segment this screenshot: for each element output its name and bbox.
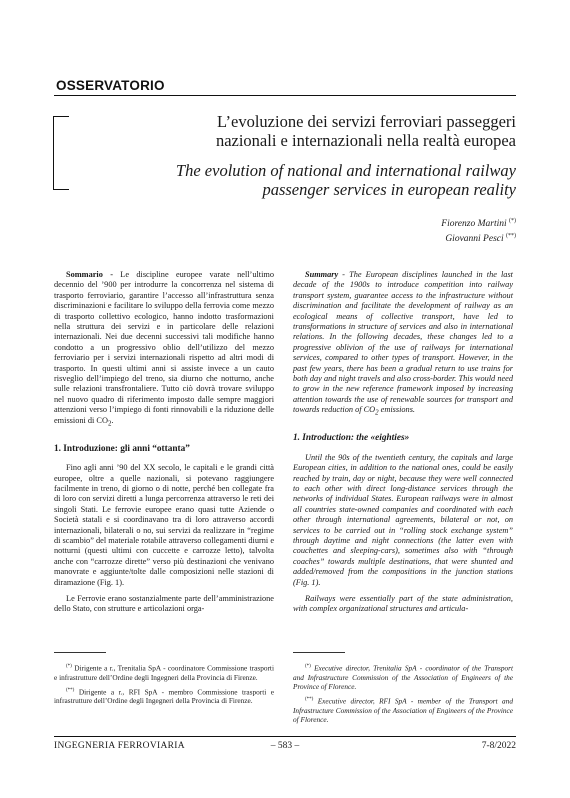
footnote-mark: (**) xyxy=(305,697,314,703)
footnote-rule xyxy=(293,652,345,653)
author-mark: (**) xyxy=(506,232,516,239)
author-2 xyxy=(441,231,516,246)
title-english xyxy=(126,161,516,199)
footnote-mark: (*) xyxy=(305,664,311,669)
italian-column xyxy=(54,270,274,615)
footnote xyxy=(293,695,513,724)
footnote-text: Executive director, RFI SpA - member of the Transport and Infrastructure Commission of the Association of Engineers of the Province of Florence. xyxy=(293,696,513,724)
footnotes-english xyxy=(293,662,513,728)
summary-text: Le discipline europee varate nell’ultimo decennio del ’900 per introdurre la concorrenza nel sistema di trasporto ferroviario, garantire l’accesso all’infrastruttura senza discriminazioni e facilitare lo sviluppo della ferrovia come mezzo di trasporto collettivo ecologico, hanno indotto trasformazioni nella struttura dei servizi e in particolare delle relazioni internazionali. Nei due decenni successivi tali modifiche hanno condotto a un progressivo oblio dell’utilizzo del mezzo ferroviario per i servizi internazionali rispetto ad altri modi di trasporto. In questi ultimi anni si assiste invece a un cauto risveglio dell’impiego del treno, sia diurno che notturno, anche sulle relazioni transfrontaliere. Tutto ciò dovrà trovare sviluppo nel nuovo quadro di riferimento imposto dalle sempre maggiori attenzioni verso l’impiego di fonti rinnovabili e la riduzione delle emissioni di CO xyxy=(54,270,274,425)
summary-italian xyxy=(54,270,274,430)
summary-english xyxy=(293,270,513,419)
footnote xyxy=(293,662,513,691)
footnote xyxy=(54,686,274,706)
title-english-line2: passenger services in european reality xyxy=(262,180,516,199)
english-column xyxy=(293,270,513,615)
author-name: Fiorenzo Martini xyxy=(441,219,507,230)
paragraph: Fino agli anni ’90 del XX secolo, le capitali e le grandi città europee, oltre a quelle nazionali, si potevano raggiungere facilmente in treno, di giorno o di notte, perché ben collegate fra di loro con servizi diretti a lunga percorrenza attraverso le reti dei singoli Stati. Le ferrovie europee erano quasi tutte Aziende o Società statali e si coordinavano tra di loro attraverso accordi internazionali, bilaterali o no, sui servizi da realizzare in “regime di scambio” del materiale rotabile attraverso collegamenti diurni e notturni (questi ultimi con cuccette e carrozze letto), talvolta anche con “carrozze dirette” verso più destinazioni che venivano manovrate e aggiunte/tolte dalle composizioni nelle stazioni di diramazione (Fig. 1). xyxy=(54,463,274,587)
author-1 xyxy=(441,216,516,231)
footnote-text: Executive director, Trenitalia SpA - coordinator of the Transport and Infrastructure Commission of the Association of Engineers of the Province of Florence. xyxy=(293,663,513,691)
authors xyxy=(441,216,516,245)
subscript: 2 xyxy=(375,409,379,417)
issue-number: 7-8/2022 xyxy=(481,741,516,751)
footnote xyxy=(54,662,274,682)
summary-head: Sommario - xyxy=(66,270,113,279)
title-italian-line1: L’evoluzione dei servizi ferroviari passeggeri xyxy=(216,112,516,131)
article-title xyxy=(126,112,516,199)
footnote-text: Dirigente a r., RFI SpA - membro Commissione trasporti e infrastrutture dell’Ordine degli Ingegneri della Provincia di Firenze. xyxy=(54,687,274,706)
section-label: OSSERVATORIO xyxy=(56,78,165,93)
footnote-mark: (*) xyxy=(66,664,72,669)
author-mark: (*) xyxy=(509,218,516,224)
footnote-text: Dirigente a r., Trenitalia SpA - coordinatore Commissione trasporti e infrastrutture dell’Ordine degli Ingegneri della Provincia di Firenze. xyxy=(54,663,274,682)
page-number: – 583 – xyxy=(270,741,300,751)
journal-name: INGEGNERIA FERROVIARIA xyxy=(54,741,185,751)
footnotes-italian xyxy=(54,662,274,710)
paragraph: Le Ferrovie erano sostanzialmente parte dell’amministrazione dello Stato, con strutture e articolazioni orga- xyxy=(54,594,274,614)
summary-end: . xyxy=(111,415,114,425)
summary-text: The European disciplines launched in the last decade of the 1900s to introduce competition into railway transport system, guarantee access to the infrastructure without discrimination and facilitate the development of railway as an ecological means of collective transport, have led to transformations in structure of services and also in international relations. In the following decades, these changes led to a progressive oblivion of the use of railways for international services, compared to other types of transport. However, in the past few years, there has been a gradual return to use trains for both day and night travels and also cross-border. This would need to grow in the new reference framework imposed by increasing attention towards the use of renewable sources for transport and towards reduction of CO xyxy=(293,270,513,415)
summary-head: Summary - xyxy=(305,270,346,279)
footnote-mark: (**) xyxy=(66,687,75,693)
author-name: Giovanni Pesci xyxy=(445,233,504,244)
subscript: 2 xyxy=(107,420,112,428)
title-english-line1: The evolution of national and international railway xyxy=(175,161,516,180)
title-bracket xyxy=(53,116,69,190)
summary-end: emissions. xyxy=(378,405,416,415)
paragraph: Until the 90s of the twentieth century, the capitals and large European cities, in addition to the national ones, could be easily reached by train, day or night, because they were well connected to each other with direct long-distance services through the networks of individual States. European railways were in almost all countries state-owned companies and coordinated with each other through international agreements, bilateral or not, on services to be carried out in “rolling stock exchange system” through daytime and night connections (the latter even with couchettes and sleeping-cars), sometimes also with “through coaches” towards multiple destinations, that were shunted and added/removed from the compositions in the junction stations (Fig. 1). xyxy=(293,452,513,587)
section-rule xyxy=(54,95,516,96)
section-heading-italian: 1. Introduzione: gli anni “ottanta” xyxy=(54,443,190,454)
footnote-rule xyxy=(54,652,106,653)
footer-rule xyxy=(54,736,516,737)
paragraph: Railways were essentially part of the state administration, with complex organizational structures and articula- xyxy=(293,594,513,614)
title-italian xyxy=(126,112,516,150)
title-italian-line2: nazionali e internazionali nella realtà europea xyxy=(215,131,516,150)
section-heading-english: 1. Introduction: the «eighties» xyxy=(293,433,410,444)
